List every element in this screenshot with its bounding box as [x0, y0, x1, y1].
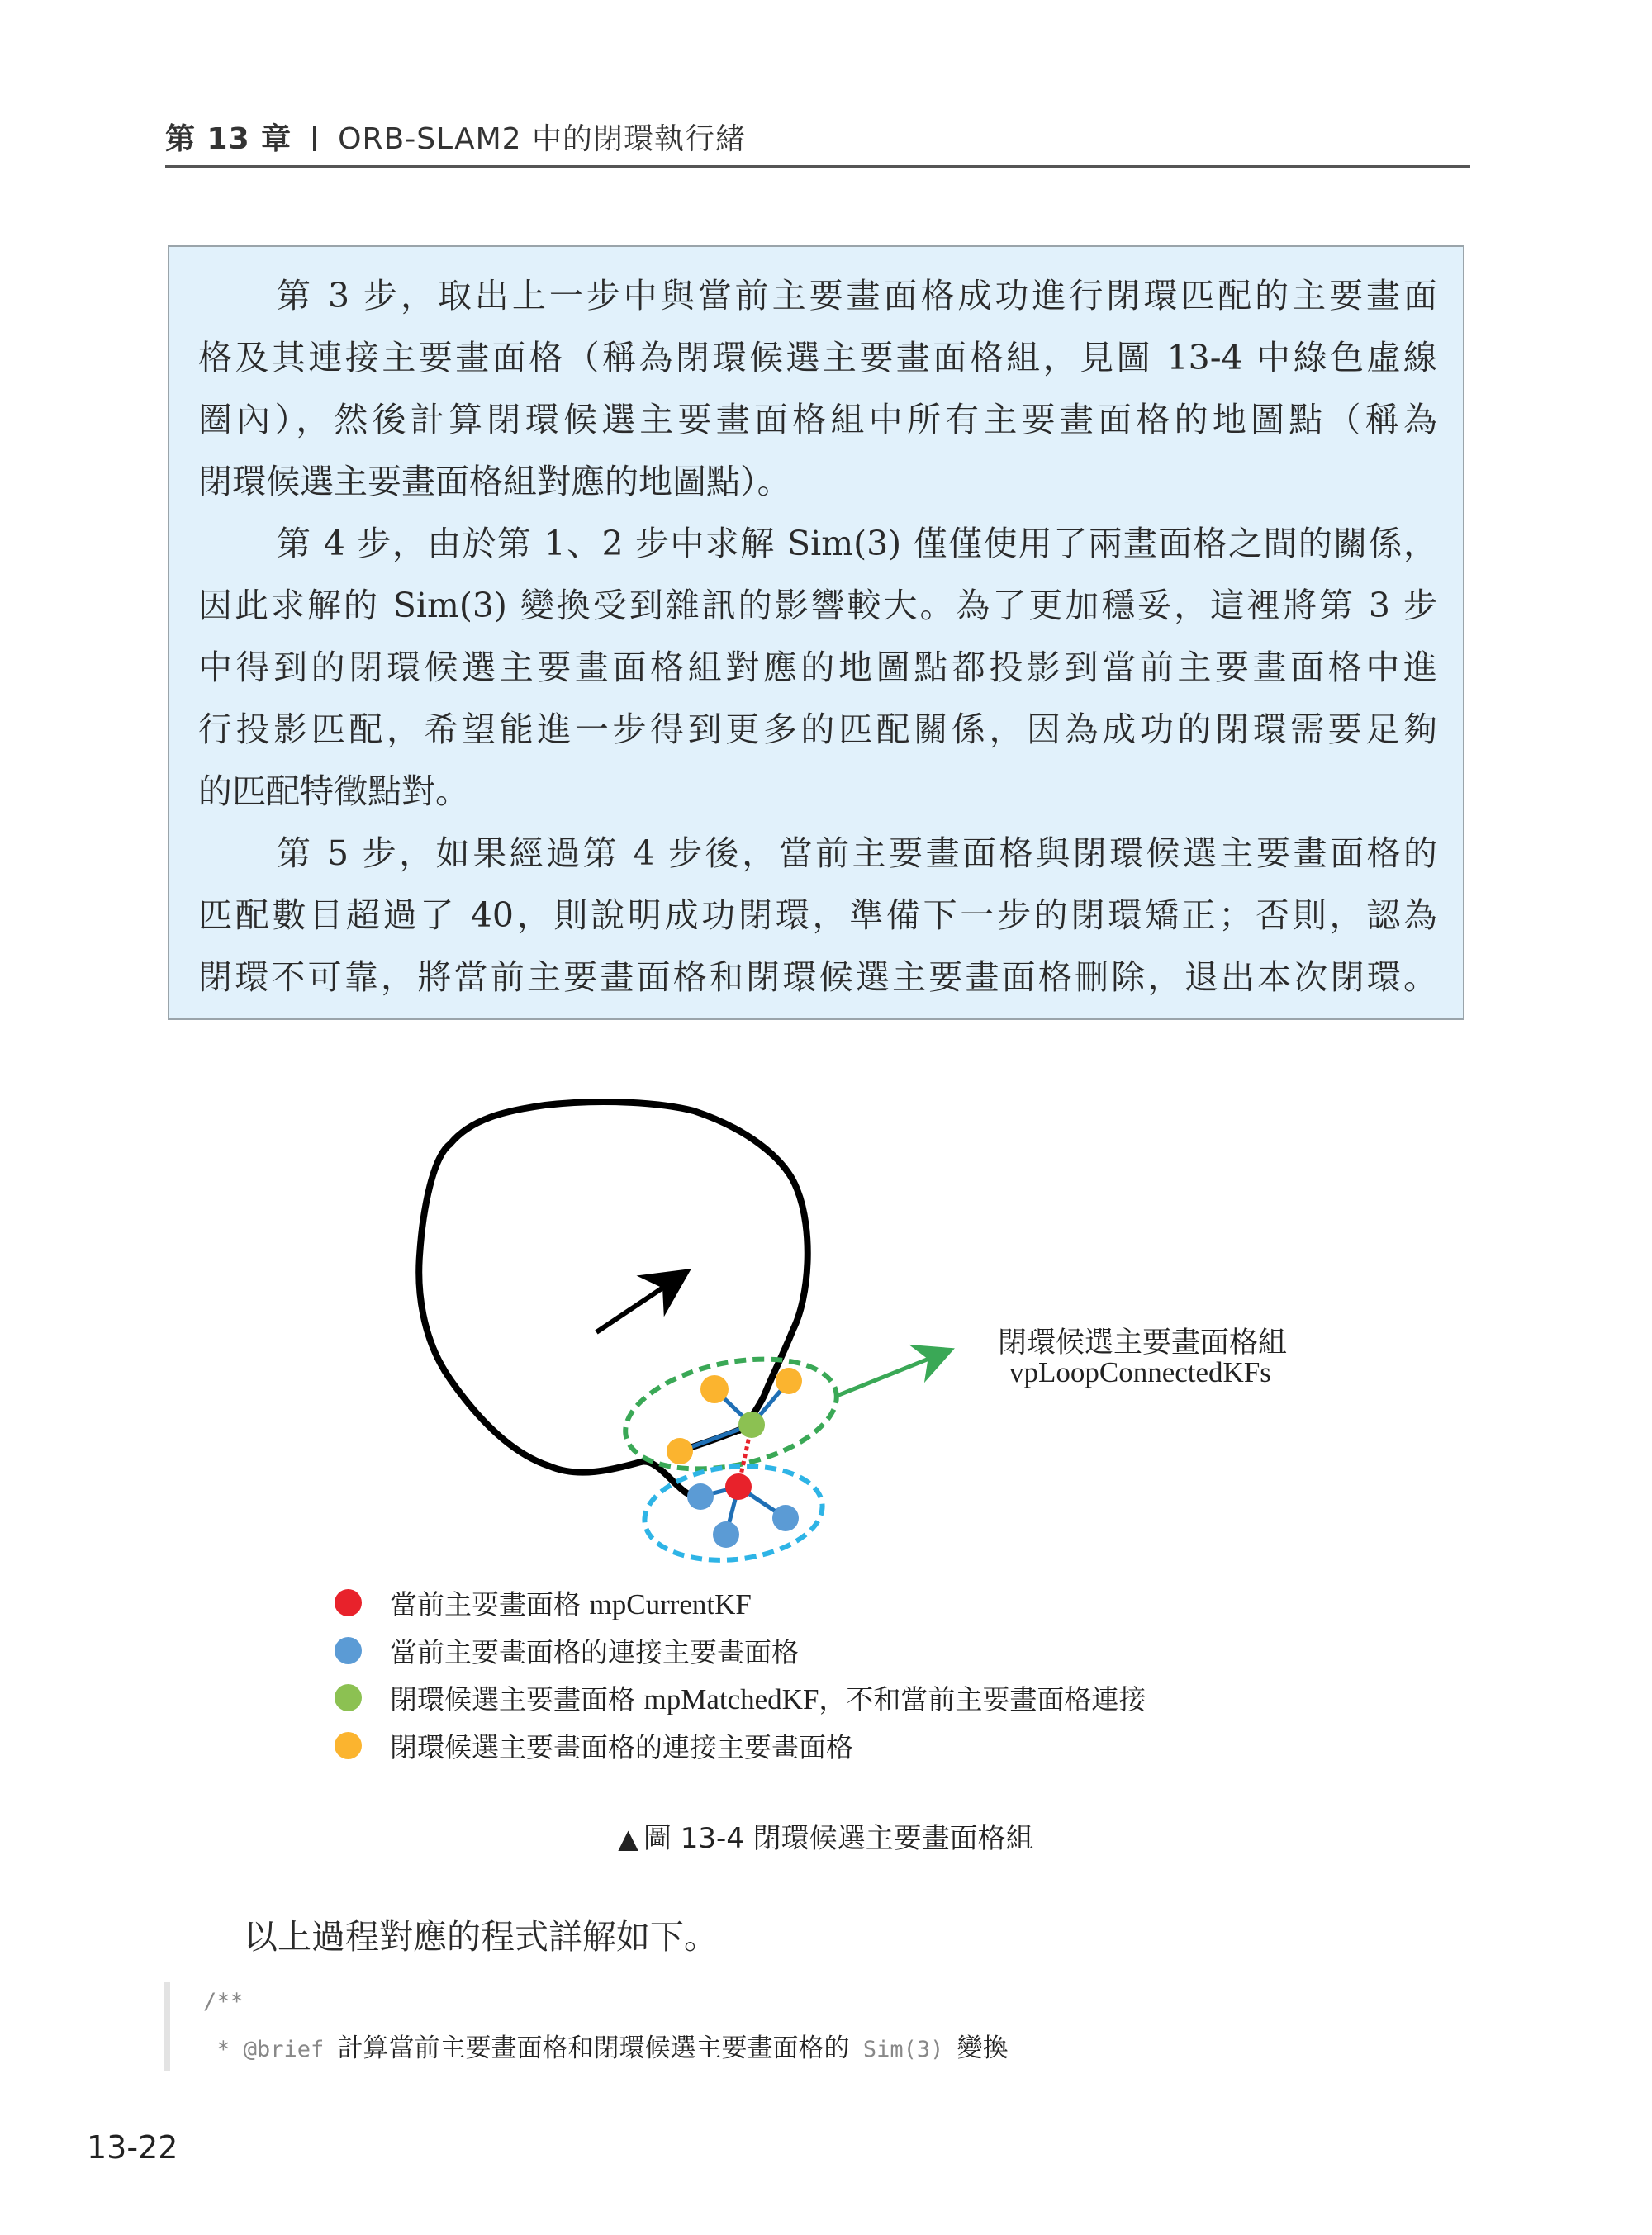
legend-item-current-connected [335, 1627, 1146, 1675]
step-description-box [168, 245, 1464, 1020]
trajectory-loop [419, 1102, 807, 1473]
legend-variable: mpMatchedKF [643, 1683, 819, 1716]
group-label-cjk: 閉環候選主要畫面格組 [998, 1326, 1288, 1360]
current-kf-node [725, 1473, 752, 1500]
text-line: 中得到的閉環候選主要畫面格組對應的地圖點都投影到當前主要畫面格中進 [198, 648, 1437, 687]
figure-legend [335, 1579, 1146, 1769]
group-label-arrow-icon [837, 1353, 943, 1396]
header-rule [165, 165, 1470, 168]
code-line [203, 2027, 1009, 2064]
trajectory-segment [641, 1462, 700, 1497]
group-label-variable: vpLoopConnectedKFs [1009, 1356, 1271, 1388]
edge [752, 1381, 789, 1425]
legend-label: 閉環候選主要畫面格的連接主要畫面格 [390, 1730, 853, 1763]
matched-connected-kf-node [776, 1368, 802, 1394]
running-header [165, 116, 746, 158]
matched-kf-node [738, 1412, 765, 1438]
text-line: 閉環候選主要畫面格組對應的地圖點）。 [198, 462, 791, 501]
code-comment-cjk: 變換 [957, 2033, 1009, 2063]
edge [738, 1487, 786, 1518]
matched-connected-kf-node [700, 1375, 729, 1403]
matched-connected-kf-node [667, 1438, 693, 1464]
text-line: 圈內），然後計算閉環候選主要畫面格組中所有主要畫面格的地圖點（稱為 [198, 400, 1437, 439]
paragraph-step-4 [198, 513, 1437, 823]
code-token: * @brief [203, 2037, 338, 2062]
text-line: 行投影匹配，希望能進一步得到更多的匹配關係，因為成功的閉環需要足夠 [198, 709, 1437, 749]
chapter-title: ORB-SLAM2 中的閉環執行緒 [338, 122, 746, 156]
paragraph-step-5 [198, 823, 1437, 1008]
red-dot-icon [335, 1589, 362, 1616]
edge [714, 1389, 752, 1425]
trajectory-segment [680, 1425, 752, 1451]
code-block [164, 1982, 1161, 2071]
code-line: /** [203, 1989, 244, 2014]
chapter-number: 第 13 章 [165, 122, 292, 156]
edge [680, 1425, 752, 1451]
text-line: 第 3 步，取出上一步中與當前主要畫面格成功進行閉環匹配的主要畫面 [277, 276, 1437, 316]
code-token: Sim(3) [849, 2037, 957, 2062]
paragraph-step-3 [198, 265, 1437, 513]
text-line: 格及其連接主要畫面格（稱為閉環候選主要畫面格組，見圖 13-4 中綠色虛線 [198, 338, 1437, 377]
loop-candidate-group-outline [615, 1341, 847, 1486]
green-dot-icon [335, 1684, 362, 1711]
current-connected-kf-node [687, 1483, 714, 1510]
legend-item-current-kf [335, 1579, 1146, 1627]
blue-dot-icon [335, 1637, 362, 1664]
legend-variable: mpCurrentKF [589, 1588, 752, 1621]
current-connected-kf-node [772, 1505, 799, 1531]
page-number: 13-22 [87, 2129, 178, 2166]
loop-match-link [738, 1425, 752, 1487]
legend-label: 當前主要畫面格 [390, 1588, 590, 1621]
legend-label-tail: ，不和當前主要畫面格連接 [819, 1683, 1146, 1716]
header-separator [313, 126, 316, 151]
figure-caption [0, 1815, 1652, 1856]
legend-label: 當前主要畫面格的連接主要畫面格 [390, 1635, 799, 1668]
legend-item-matched-kf [335, 1674, 1146, 1722]
edge [700, 1487, 738, 1497]
direction-arrow-icon [596, 1277, 679, 1332]
current-group-outline [640, 1458, 828, 1568]
orange-dot-icon [335, 1732, 362, 1759]
body-paragraph: 以上過程對應的程式詳解如下。 [244, 1917, 718, 1957]
text-line: 因此求解的 Sim(3) 變換受到雜訊的影響較大。為了更加穩妥，這裡將第 3 步 [198, 586, 1437, 625]
code-comment-cjk: 計算當前主要畫面格和閉環候選主要畫面格的 [337, 2033, 850, 2063]
text-line: 的匹配特徵點對。 [198, 771, 469, 811]
legend-item-matched-connected [335, 1722, 1146, 1770]
text-line: 第 4 步，由於第 1、2 步中求解 Sim(3) 僅僅使用了兩畫面格之間的關係， [277, 524, 1437, 563]
triangle-marker-icon: ▲ [618, 1823, 638, 1854]
legend-label: 閉環候選主要畫面格 [390, 1683, 644, 1716]
caption-text: 圖 13-4 閉環候選主要畫面格組 [643, 1822, 1034, 1855]
edge [726, 1487, 738, 1535]
current-connected-kf-node [713, 1521, 739, 1548]
text-line: 閉環不可靠，將當前主要畫面格和閉環候選主要畫面格刪除，退出本次閉環。 [198, 957, 1437, 997]
text-line: 第 5 步，如果經過第 4 步後，當前主要畫面格與閉環候選主要畫面格的 [277, 833, 1437, 873]
text-line: 匹配數目超過了 40，則說明成功閉環，準備下一步的閉環矯正；否則，認為 [198, 895, 1437, 935]
